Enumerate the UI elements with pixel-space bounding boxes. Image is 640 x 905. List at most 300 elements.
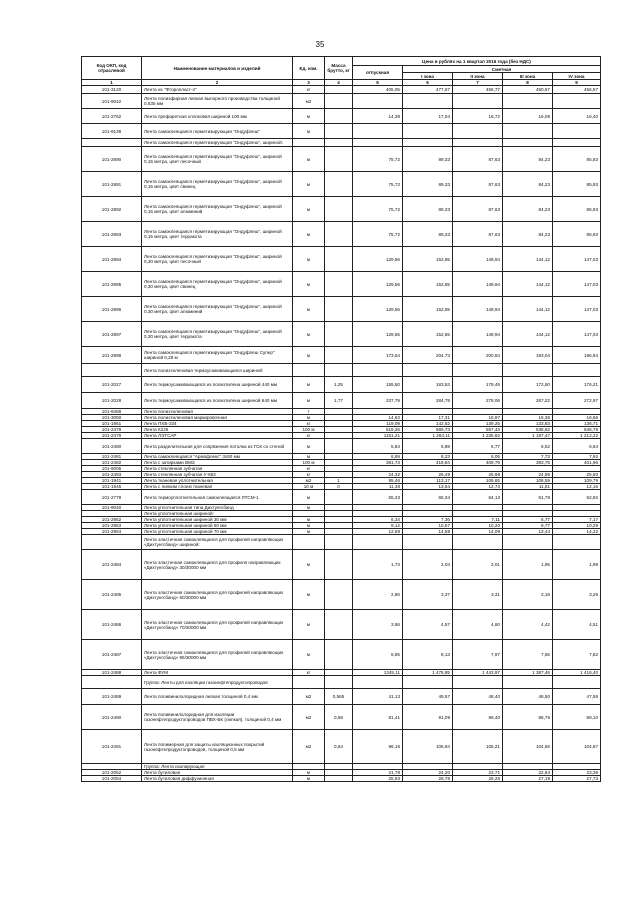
cell-unit: м <box>293 580 325 610</box>
cell-code: 101-2481 <box>82 454 142 460</box>
cell-price-release: 155,50 <box>353 377 403 393</box>
cell-unit: м <box>293 770 325 776</box>
cell-code: 101-2480 <box>82 439 142 454</box>
header-name: Наименование материалов и изделий <box>142 57 293 80</box>
table-row <box>82 172 601 197</box>
cell-price-release: 1,73 <box>353 550 403 580</box>
cell-name: Лента префаретная хлопковая шириной 100 мм <box>142 109 293 124</box>
cell-price-zone-2: 6,77 <box>453 439 503 454</box>
cell-price-zone-3: 3,18 <box>503 580 553 610</box>
cell-price-zone-3: 144,12 <box>503 322 553 347</box>
cell-price-zone-3: 9,77 <box>503 523 553 529</box>
cell-price-zone-4: 147,03 <box>553 297 601 322</box>
cell-price-zone-2: 16,97 <box>453 415 503 421</box>
cell-price-zone-3: 7,73 <box>503 454 553 460</box>
cell-name: Лента стеклянная зубчатая <box>142 466 293 472</box>
cell-price-release: 129,56 <box>353 272 403 297</box>
cell-price-release: 21,78 <box>353 770 403 776</box>
cell-price-zone-2: 149,94 <box>453 297 503 322</box>
cell-price-release: 1345,11 <box>353 670 403 676</box>
cell-price-zone-3: 1 187,47 <box>503 433 553 439</box>
cell-price-zone-1: 8,23 <box>403 454 453 460</box>
header-unit: Ед. изм. <box>293 57 325 80</box>
table-row <box>82 124 601 139</box>
cell-unit: м <box>293 297 325 322</box>
cell-price-zone-3 <box>503 139 553 147</box>
cell-code: 101-2486 <box>82 610 142 640</box>
cell-name: Лента самоклеящаяся герметизирующая "Ондуфлеш", шириной 0,15 метра, цвет терракота <box>142 222 293 247</box>
cell-price-release: 9,12 <box>353 523 403 529</box>
cell-code: 101-2897 <box>82 322 142 347</box>
cell-mass <box>325 322 353 347</box>
cell-unit: м <box>293 272 325 297</box>
cell-mass <box>325 776 353 782</box>
cell-price-zone-3: 86,75 <box>503 705 553 730</box>
cell-price-zone-2: 28,25 <box>453 776 503 782</box>
cell-name: Лента уплотнительная шириной 70 мм <box>142 529 293 535</box>
cell-price-zone-4: 14,22 <box>553 529 601 535</box>
cell-unit: т <box>293 409 325 415</box>
cell-price-zone-1: 17,04 <box>403 109 453 124</box>
cell-price-zone-3: 16,36 <box>503 415 553 421</box>
cell-price-zone-1 <box>403 535 453 550</box>
cell-price-zone-3: 16,08 <box>503 109 553 124</box>
cell-unit: 10 м <box>293 484 325 490</box>
cell-price-zone-4: 147,03 <box>553 247 601 272</box>
cell-price-zone-4: 23,36 <box>553 770 601 776</box>
table-row <box>82 550 601 580</box>
cell-unit <box>293 676 325 689</box>
cell-price-zone-2: 14,09 <box>453 529 503 535</box>
cell-unit: 100 м <box>293 427 325 433</box>
cell-unit: м2 <box>293 478 325 484</box>
cell-price-zone-4: 85,93 <box>553 172 601 197</box>
cell-name: Лента эластичная самоклеящаяся для профилей направляющих «Дихтунгсбанд» 50/30000 мм <box>142 580 293 610</box>
cell-mass <box>325 109 353 124</box>
cell-price-zone-4: 62,92 <box>553 490 601 505</box>
cell-code: 101-2891 <box>82 172 142 197</box>
cell-price-zone-2 <box>453 676 503 689</box>
cell-price-zone-2 <box>453 535 503 550</box>
table-header <box>82 57 601 86</box>
cell-price-zone-1: 2,04 <box>403 550 453 580</box>
cell-unit: м <box>293 172 325 197</box>
cell-unit: м <box>293 415 325 421</box>
cell-name: Лента эластичная самоклеящаяся для профилей направляющих «Дихтунгсбанд» 70/30000 мм <box>142 610 293 640</box>
cell-price-zone-1: 152,85 <box>403 272 453 297</box>
cell-price-zone-1: 10,57 <box>403 523 453 529</box>
cell-price-release: 14,62 <box>353 415 403 421</box>
cell-price-zone-3 <box>503 94 553 109</box>
cell-price-zone-3: 1 387,46 <box>503 670 553 676</box>
cell-price-release: 381,73 <box>353 460 403 466</box>
cell-price-zone-3: 106,59 <box>503 478 553 484</box>
cell-price-zone-3 <box>503 535 553 550</box>
cell-mass <box>325 610 353 640</box>
cell-unit: м <box>293 490 325 505</box>
cell-name: Лента полиэтиленовая <box>142 409 293 415</box>
cell-price-zone-2: 1 235,82 <box>453 433 503 439</box>
cell-mass <box>325 139 353 147</box>
cell-unit: кг <box>293 472 325 478</box>
cell-price-zone-1: 14,59 <box>403 529 453 535</box>
cell-unit: м <box>293 523 325 529</box>
cell-price-zone-2: 23,71 <box>453 770 503 776</box>
cell-price-release: 55,23 <box>353 490 403 505</box>
cell-price-zone-3: 61,78 <box>503 490 553 505</box>
cell-mass: 0 <box>325 484 353 490</box>
cell-price-zone-4: 136,71 <box>553 421 601 427</box>
cell-price-zone-3: 27,19 <box>503 776 553 782</box>
cell-price-release: 75,72 <box>353 147 403 172</box>
cell-price-release: 1151,21 <box>353 433 403 439</box>
cell-unit: м2 <box>293 94 325 109</box>
cell-mass: 0,565 <box>325 689 353 705</box>
cell-price-zone-4: 25,50 <box>553 472 601 478</box>
cell-price-zone-2: 149,94 <box>453 322 503 347</box>
cell-price-zone-4: 16,40 <box>553 109 601 124</box>
cell-price-release: 25,93 <box>353 776 403 782</box>
cell-price-zone-2: 106,65 <box>453 478 503 484</box>
cell-mass <box>325 197 353 222</box>
cell-price-zone-4: 12,16 <box>553 484 601 490</box>
cell-price-release: 129,56 <box>353 322 403 347</box>
cell-price-zone-2: 10,20 <box>453 523 503 529</box>
cell-price-zone-1: 24,20 <box>403 770 453 776</box>
cell-price-zone-2: 278,06 <box>453 393 503 409</box>
cell-price-zone-2: 458,77 <box>453 86 503 94</box>
cell-mass <box>325 222 353 247</box>
cell-name: Лента самоклеящаяся герметизирующая "Ондуфлеш", шириной 0,15 метра, цвет алюминий <box>142 197 293 222</box>
cell-code: 101-3050 <box>82 415 142 421</box>
cell-name: Лента эластичная самоклеящаяся для профилей направляющих «Дихтунгсбанд» шириной: <box>142 535 293 550</box>
cell-code: 101-2488 <box>82 670 142 676</box>
cell-mass <box>325 535 353 550</box>
cell-price-zone-2 <box>453 139 503 147</box>
cell-unit: м <box>293 454 325 460</box>
cell-name: Лента полиэфирная липкая выпорного производства толщиной 0,635 мм <box>142 94 293 109</box>
cell-price-zone-4: 7,82 <box>553 640 601 670</box>
header-zone-2: II зона <box>453 73 503 80</box>
cell-name: Лента ЛЭТСАР <box>142 433 293 439</box>
cell-price-zone-1: 3,37 <box>403 580 453 610</box>
cell-code: 101-2054 <box>82 776 142 782</box>
cell-price-zone-2: 87,63 <box>453 172 503 197</box>
cell-price-zone-1: 89,33 <box>403 222 453 247</box>
cell-price-release: 95,46 <box>353 478 403 484</box>
cell-price-release: 129,56 <box>353 247 403 272</box>
cell-price-zone-3 <box>503 676 553 689</box>
cell-price-zone-2: 87,63 <box>453 197 503 222</box>
cell-unit: м <box>293 124 325 139</box>
cell-name: Лента из "Фторопласт-4" <box>142 86 293 94</box>
cell-price-zone-4: 16,66 <box>553 415 601 421</box>
cell-code: 101-2893 <box>82 222 142 247</box>
cell-price-release: 11,38 <box>353 484 403 490</box>
cell-code: 101-2762 <box>82 109 142 124</box>
cell-price-release: 2,86 <box>353 580 403 610</box>
price-table <box>81 56 601 782</box>
cell-price-zone-2: 12,73 <box>453 484 503 490</box>
cell-price-zone-2: 48,40 <box>453 689 503 705</box>
cell-price-zone-3: 193,04 <box>503 347 553 364</box>
cell-price-release <box>353 139 403 147</box>
cell-price-zone-1: 89,33 <box>403 147 453 172</box>
cell-price-zone-1: 28,78 <box>403 776 453 782</box>
table-row <box>82 297 601 322</box>
cell-price-release <box>353 364 403 377</box>
cell-name: Лента ФУМ <box>142 670 293 676</box>
table-row <box>82 730 601 764</box>
cell-name: Лента самоклеящаяся герметизирующая "Ондуфлеш Супер" шириной 0,28 м <box>142 347 293 364</box>
cell-price-zone-3: 11,81 <box>503 484 553 490</box>
cell-unit: м <box>293 247 325 272</box>
cell-price-zone-3: 6,52 <box>503 439 553 454</box>
cell-name: Лента уплотнительная шириной 50 мм <box>142 523 293 529</box>
cell-mass <box>325 490 353 505</box>
header-mass: Масса брутто, кг <box>325 57 353 80</box>
cell-mass <box>325 676 353 689</box>
cell-price-zone-3: 133,83 <box>503 421 553 427</box>
cell-unit: кг <box>293 86 325 94</box>
cell-price-zone-4: 85,93 <box>553 197 601 222</box>
table-row <box>82 640 601 670</box>
cell-price-zone-1: 183,53 <box>403 377 453 393</box>
cell-price-zone-2: 1 443,97 <box>453 670 503 676</box>
cell-price-release: 3,86 <box>353 610 403 640</box>
table-row <box>82 247 601 272</box>
cell-price-zone-4 <box>553 139 601 147</box>
table-row <box>82 94 601 109</box>
cell-price-zone-1: 89,33 <box>403 197 453 222</box>
cell-price-release: 6,34 <box>353 517 403 523</box>
cell-name: Лента самоклеящаяся герметизирующая "Ондуфлеш", шириной 0,30 метра, цвет алюминий <box>142 297 293 322</box>
cell-price-zone-1: 105,84 <box>403 730 453 764</box>
cell-price-release <box>353 676 403 689</box>
cell-price-zone-2: 89,40 <box>453 705 503 730</box>
cell-price-zone-4: 546,78 <box>553 427 601 433</box>
cell-price-zone-1: 418,84 <box>403 460 453 466</box>
cell-name: Лента тканевая уплотнительная <box>142 478 293 484</box>
cell-price-zone-3: 84,23 <box>503 172 553 197</box>
cell-price-zone-3: 6,77 <box>503 517 553 523</box>
cell-name: Лента полиэтиленовая маркировочная <box>142 415 293 421</box>
cell-name: Лента эластичная самоклеящаяся для профилей направляющих «Дихтунгсбанд» 95/30000 мм <box>142 640 293 670</box>
cell-name: Лента самоклеящаяся герметизирующая "Ондуфлеш", шириной 0,15 метра, цвет песочный <box>142 147 293 172</box>
cell-unit: кг <box>293 421 325 427</box>
cell-unit: м <box>293 439 325 454</box>
cell-price-zone-1 <box>403 364 453 377</box>
cell-unit: м <box>293 109 325 124</box>
column-number: 4 <box>325 80 353 86</box>
cell-price-zone-1: 8,13 <box>403 640 453 670</box>
cell-price-zone-2: 179,49 <box>453 377 503 393</box>
cell-mass <box>325 439 353 454</box>
cell-code: 101-1945 <box>82 484 142 490</box>
cell-mass: 1,25 <box>325 377 353 393</box>
cell-price-zone-4: 456,57 <box>553 86 601 94</box>
cell-code: 101-9042 <box>82 94 142 109</box>
cell-code: 101-2479 <box>82 433 142 439</box>
cell-code: 101-2890 <box>82 147 142 172</box>
cell-price-zone-2: 7,11 <box>453 517 503 523</box>
cell-mass <box>325 147 353 172</box>
page-number: 35 <box>315 40 325 49</box>
cell-price-zone-4: 1 212,22 <box>553 433 601 439</box>
cell-price-zone-3: 144,12 <box>503 297 553 322</box>
table-row <box>82 222 601 247</box>
cell-price-release: 75,72 <box>353 172 403 197</box>
cell-price-zone-1: 26,49 <box>403 472 453 478</box>
cell-price-zone-1: 142,52 <box>403 421 453 427</box>
cell-price-zone-4: 89,10 <box>553 705 601 730</box>
cell-code: 101-2896 <box>82 297 142 322</box>
cell-unit: м <box>293 197 325 222</box>
table-row <box>82 109 601 124</box>
cell-code: 101-9139 <box>82 124 142 139</box>
cell-name: Лента поливинилхлоридная для изоляции газонефтепродуктопроводов ПВХ-БК (липкая), толщиной 0,4 мм <box>142 705 293 730</box>
cell-name: Лента уплотнительная шириной 30 мм <box>142 517 293 523</box>
cell-unit <box>293 535 325 550</box>
cell-code: 101-2895 <box>82 272 142 297</box>
cell-unit: м <box>293 147 325 172</box>
column-number: 6 <box>403 80 453 86</box>
cell-unit: м <box>293 610 325 640</box>
header-estimate: Сметная <box>403 66 601 73</box>
cell-price-release: 519,26 <box>353 427 403 433</box>
cell-code: 101-2028 <box>82 393 142 409</box>
cell-price-zone-1: 89,33 <box>403 172 453 197</box>
table-row <box>82 705 601 730</box>
cell-code: 101-2484 <box>82 550 142 580</box>
cell-code: 101-2489 <box>82 689 142 705</box>
cell-unit: м2 <box>293 705 325 730</box>
column-number: 8 <box>503 80 553 86</box>
cell-price-zone-2: 149,94 <box>453 247 503 272</box>
cell-price-zone-1: 6,89 <box>403 439 453 454</box>
cell-mass: 1 <box>325 478 353 484</box>
cell-price-release: 119,09 <box>353 421 403 427</box>
cell-price-zone-2: 87,63 <box>453 222 503 247</box>
table-row <box>82 347 601 364</box>
cell-code: 101-2483 <box>82 472 142 478</box>
cell-price-zone-1: 204,73 <box>403 347 453 364</box>
cell-price-zone-2: 8,05 <box>453 454 503 460</box>
cell-name: Лента уплотнительная типа Дихтунгсбанд <box>142 505 293 511</box>
cell-unit: кг <box>293 670 325 676</box>
cell-price-release: 96,16 <box>353 730 403 764</box>
cell-price-zone-1: 91,09 <box>403 705 453 730</box>
column-number: 9 <box>553 80 601 86</box>
cell-price-zone-2: 25,98 <box>453 472 503 478</box>
table-row <box>82 272 601 297</box>
header-zone-4: IV зона <box>553 73 601 80</box>
cell-mass <box>325 172 353 197</box>
cell-price-zone-3: 13,44 <box>503 529 553 535</box>
cell-code: 101-2487 <box>82 640 142 670</box>
cell-price-zone-4 <box>553 676 601 689</box>
table-body <box>82 86 601 782</box>
table-row <box>82 377 601 393</box>
cell-unit: м <box>293 550 325 580</box>
cell-price-zone-3: 144,12 <box>503 247 553 272</box>
cell-code: 101-2779 <box>82 490 142 505</box>
cell-code: 101-2052 <box>82 770 142 776</box>
cell-price-zone-2: 4,60 <box>453 610 503 640</box>
cell-name: Лента с липким слоем тканевая <box>142 484 293 490</box>
cell-price-release: 129,56 <box>353 297 403 322</box>
column-number: 1 <box>82 80 142 86</box>
cell-name: Лента самоклеящаяся герметизирующая "Ондуфлеш", шириной 0,30 метра, цвет терракота <box>142 322 293 347</box>
cell-price-zone-1: 65,34 <box>403 490 453 505</box>
cell-name: Лента бутиловая диффузионная <box>142 776 293 782</box>
cell-code: 101-3120 <box>82 86 142 94</box>
cell-unit: м <box>293 222 325 247</box>
cell-price-zone-3 <box>503 124 553 139</box>
cell-code <box>82 676 142 689</box>
cell-name: Лента самоклеящаяся герметизирующая "Ондуфлеш", шириной 0,30 метра, цвет песочный <box>142 247 293 272</box>
cell-price-zone-4: 147,03 <box>553 322 601 347</box>
cell-name: Лента эластичная самоклеящаяся для профиля направляющих «Дихтунгсбанд» 30/30000 мм <box>142 550 293 580</box>
cell-code: 101-2485 <box>82 580 142 610</box>
cell-unit: м <box>293 529 325 535</box>
cell-unit: м <box>293 393 325 409</box>
header-zone-3: III зона <box>503 73 553 80</box>
cell-price-zone-2: 2,01 <box>453 550 503 580</box>
cell-unit: м <box>293 640 325 670</box>
cell-price-zone-4: 176,21 <box>553 377 601 393</box>
cell-code <box>82 535 142 550</box>
cell-name: Лента термоуплотнительная самоклеящаяся ЛТСМ-1 <box>142 490 293 505</box>
cell-unit: кг <box>293 433 325 439</box>
cell-mass <box>325 580 353 610</box>
cell-price-zone-4 <box>553 124 601 139</box>
cell-price-zone-1: 113,17 <box>403 478 453 484</box>
cell-price-release: 24,32 <box>353 472 403 478</box>
cell-price-zone-2: 557,43 <box>453 427 503 433</box>
cell-price-zone-3: 22,84 <box>503 770 553 776</box>
cell-price-zone-3: 267,22 <box>503 393 553 409</box>
cell-mass <box>325 297 353 322</box>
cell-price-zone-2 <box>453 124 503 139</box>
cell-price-release: 6,85 <box>353 640 403 670</box>
cell-unit: м <box>293 347 325 364</box>
cell-code: 101-2954 <box>82 529 142 535</box>
cell-price-zone-4: 3,25 <box>553 580 601 610</box>
cell-mass: 1,77 <box>325 393 353 409</box>
cell-unit: м <box>293 377 325 393</box>
cell-price-release: 75,72 <box>353 222 403 247</box>
cell-name: Лента самоклеящаяся герметизирующая "Ондуфлеш" <box>142 124 293 139</box>
cell-unit: м <box>293 505 325 511</box>
cell-code <box>82 139 142 147</box>
cell-price-zone-3: 450,57 <box>503 86 553 94</box>
cell-code: 101-2027 <box>82 377 142 393</box>
cell-mass <box>325 247 353 272</box>
cell-price-zone-3: 46,50 <box>503 689 553 705</box>
cell-price-zone-2: 64,13 <box>453 490 503 505</box>
cell-price-zone-1: 284,79 <box>403 393 453 409</box>
table-row <box>82 439 601 454</box>
cell-price-zone-1: 1 263,11 <box>403 433 453 439</box>
cell-price-zone-4: 27,73 <box>553 776 601 782</box>
cell-unit: кг <box>293 466 325 472</box>
table-row <box>82 689 601 705</box>
cell-unit: м <box>293 322 325 347</box>
cell-price-zone-4: 6,64 <box>553 439 601 454</box>
cell-mass: 0,64 <box>325 730 353 764</box>
cell-name: Лента полимерная для защиты изоляционных покрытий газонефтепродуктопроводов, толщиной 0,5 мм <box>142 730 293 764</box>
